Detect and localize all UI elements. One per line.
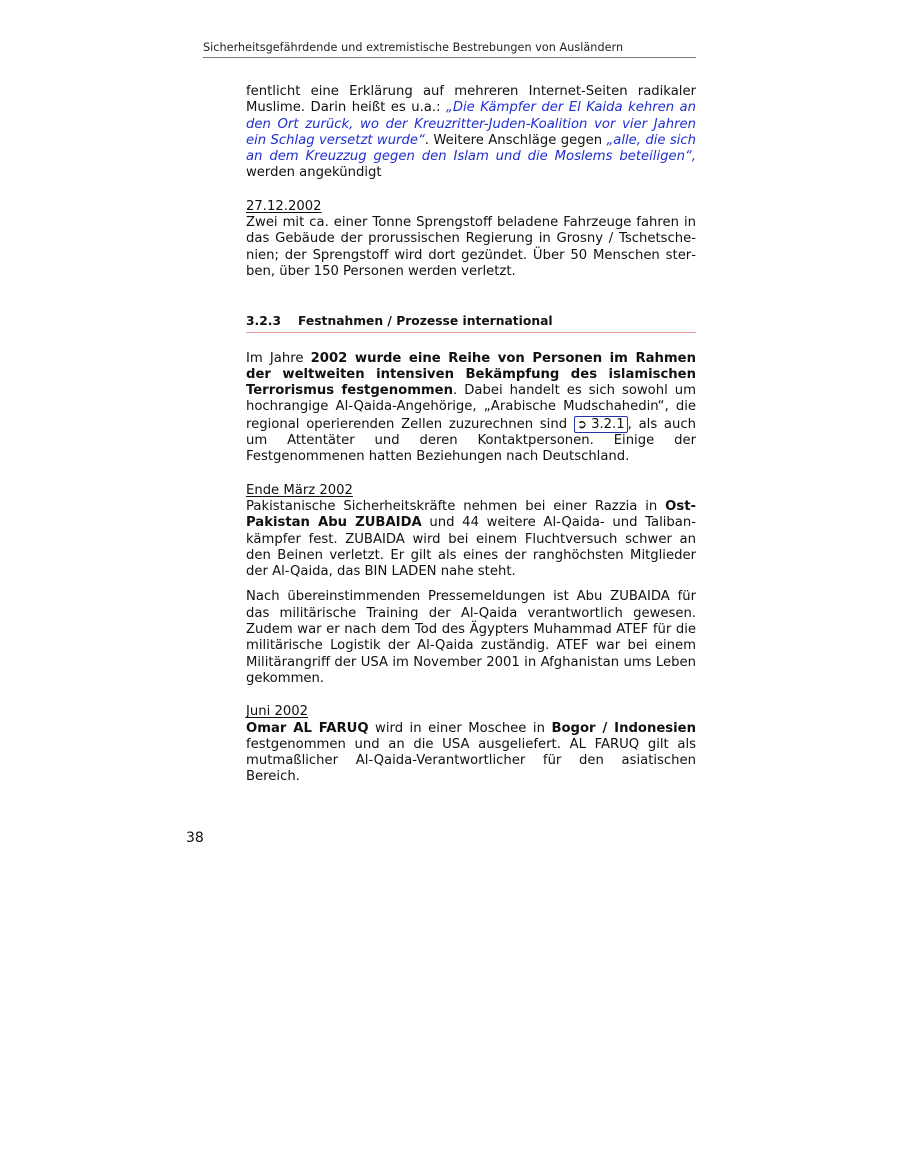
- zubaida-paragraph-2: Nach übereinstimmenden Pressemeldungen ist Abu ZUBAIDA für das militärische Training der Al-Qaida verantwortlich gewesen. Zudem war er nach dem Tod des Ägypters Muhammad ATEF für die militärische Logistik der Al-Qaida zuständig. ATEF war bei einem Militärangriff der USA im November 2001 in Afghanistan ums Leben gekommen.: [246, 589, 696, 686]
- zubaida-bold: Ost-Pakistan Abu ZUBAIDA: [246, 498, 696, 531]
- page-number: 38: [186, 830, 204, 846]
- section-number: 3.2.3: [246, 314, 282, 329]
- paragraph-intro: [246, 351, 696, 466]
- arrow-right-icon: ➲: [576, 416, 587, 431]
- page-body: [246, 84, 696, 786]
- statement-text-1: fentlicht eine Erklärung auf mehreren Internet-Seiten radikaler Muslime. Darin heißt es u.a.:: [246, 84, 696, 116]
- zubaida-text-1: Pakistanische Sicherheitskräfte nehmen bei einer Razzia in: [246, 498, 666, 514]
- section-heading: [246, 313, 696, 332]
- faruq-text-2: festgenommen und an die USA ausgeliefert. AL FARUQ gilt als mutmaßlicher Al-Qaida-Verantwortlicher für den asiatischen Bereich.: [246, 736, 696, 785]
- statement-text-2: . Weitere Anschläge gegen: [424, 132, 607, 148]
- faruq-bold-name: Omar AL FARUQ: [246, 720, 369, 736]
- faruq-bold-place: Bogor / Indonesien: [551, 720, 696, 736]
- intro-text-1: Im Jahre: [246, 350, 311, 366]
- entry-text: [246, 499, 696, 580]
- entry-date: 27.12.2002: [246, 198, 322, 214]
- entry-grosny: [246, 199, 696, 280]
- intro-text-3: , als auch um Attentäter und deren Kontaktpersonen. Einige der Festgenommenen hatten Beziehungen nach Deutschland.: [246, 416, 696, 465]
- entry-al-faruq: [246, 704, 696, 785]
- entry-text: Zwei mit ca. einer Tonne Sprengstoff beladene Fahrzeuge fahren in das Gebäude der prorussischen Regierung in Grosny / Tschetschenien; der Sprengstoff wird dort gezündet. Über 50 Menschen sterben, über 150 Personen werden verletzt.: [246, 215, 696, 279]
- quote-el-kaida: „Die Kämpfer der El Kaida kehren an den Ort zurück, wo der Kreuzritter-Juden-Koalition vor vier Jahren ein Schlag versetzt wurde“: [246, 100, 696, 148]
- intro-text-2: . Dabei handelt es sich sowohl um hochrangige Al-Qaida-Angehörige, „Arabische Mudschahedin“, die regional operierenden Zellen zuzurechnen sind: [246, 383, 696, 432]
- quote-kreuzzug: „alle, die sich an dem Kreuzzug gegen den Islam und die Moslems beteiligen“,: [246, 132, 696, 165]
- entry-date: Juni 2002: [246, 704, 309, 720]
- entry-zubaida: [246, 483, 696, 688]
- running-header: Sicherheitsgefährdende und extremistische Bestrebungen von Ausländern: [203, 41, 696, 58]
- section-title: Festnahmen / Prozesse international: [298, 314, 553, 329]
- faruq-text-1: wird in einer Moschee in: [368, 720, 552, 736]
- entry-text: [246, 721, 696, 786]
- cross-reference-label: 3.2.1: [591, 416, 625, 432]
- statement-text-3: werden angekündigt: [246, 165, 382, 181]
- zubaida-text-2: und 44 weitere Al-Qaida- und Talibankämpfer fest. ZUBAIDA wird bei einem Fluchtversuch schwer an den Beinen verletzt. Er gilt als eines der ranghöchsten Mitglieder der Al-Qaida, das BIN LADEN nahe steht.: [246, 515, 696, 580]
- paragraph-internet-statement: [246, 84, 696, 182]
- intro-bold: 2002 wurde eine Reihe von Personen im Rahmen der weltweiten intensiven Bekämpfung des islamischen Terrorismus festgenommen: [246, 350, 696, 399]
- entry-date: Ende März 2002: [246, 482, 353, 498]
- cross-reference-link[interactable]: [574, 416, 628, 433]
